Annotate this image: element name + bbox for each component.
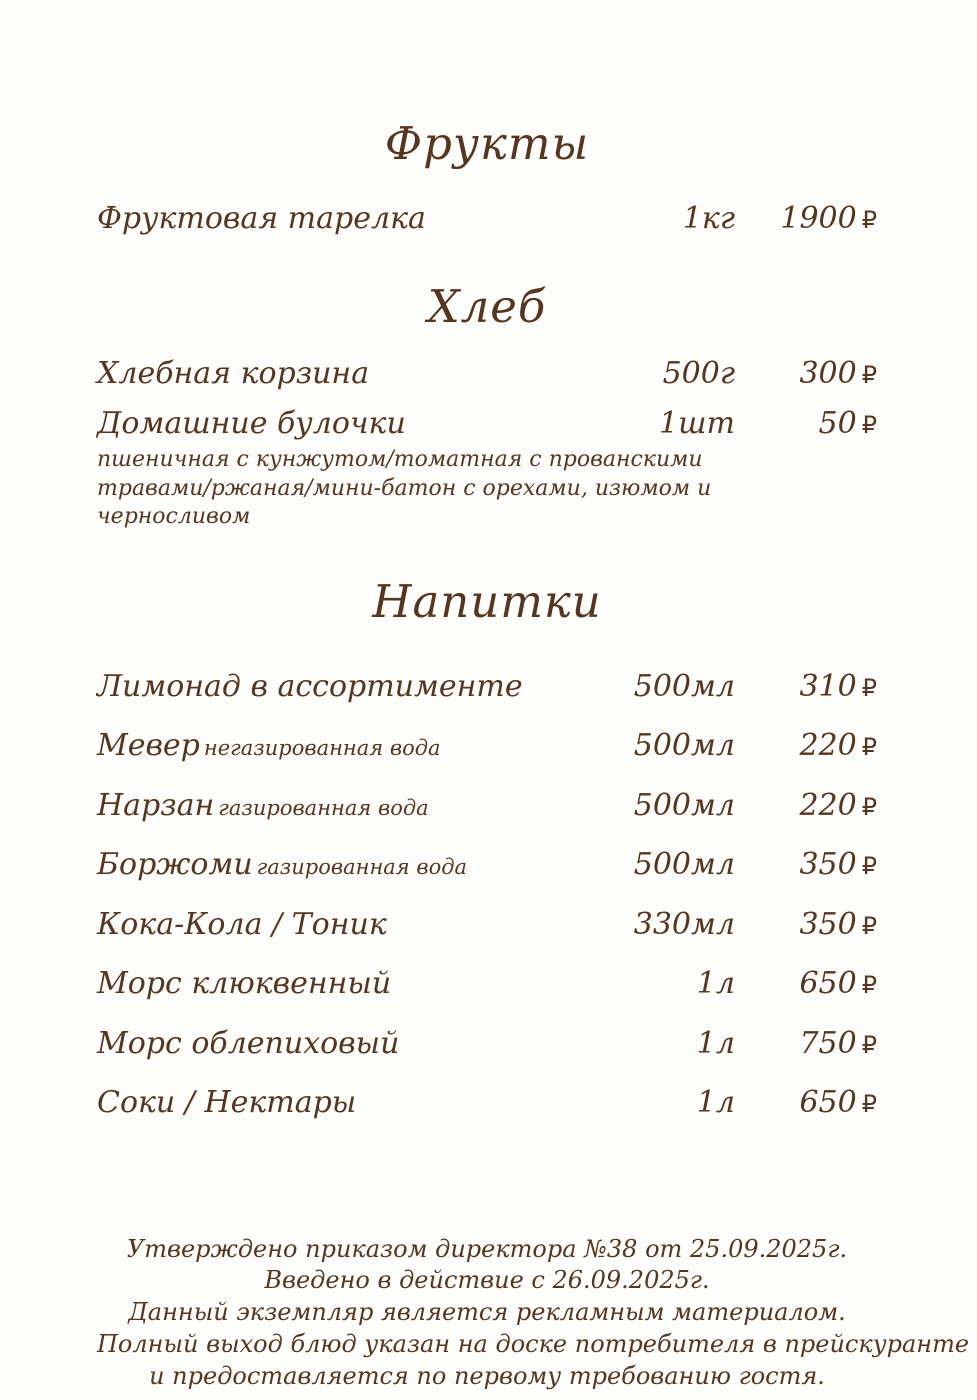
item-quantity: 1л	[696, 1085, 735, 1121]
section-title: Напитки	[372, 574, 602, 628]
menu-item-row	[97, 906, 877, 944]
ruble-sign: ₽	[861, 971, 877, 1000]
item-price-value: 300	[799, 356, 857, 391]
item-quantity: 500мл	[633, 847, 735, 883]
footer-line: Полный выход блюд указан на доске потребителя в прейскуранте	[97, 1330, 970, 1359]
menu-item	[97, 405, 877, 532]
menu-item-row	[97, 1025, 877, 1063]
ruble-sign: ₽	[861, 205, 877, 234]
item-price-value: 50	[818, 405, 857, 441]
ruble-sign: ₽	[861, 911, 877, 940]
item-price-value: 1900	[780, 200, 857, 236]
menu-sections	[97, 118, 877, 1122]
footer-line: Введено в действие с 26.09.2025г.	[264, 1266, 710, 1295]
menu-item-row	[97, 405, 877, 443]
item-price-value: 350	[799, 847, 857, 883]
item-name: Фруктовая тарелка	[97, 200, 426, 236]
ruble-sign: ₽	[861, 733, 877, 762]
menu-footer	[97, 1234, 970, 1394]
item-name: Лимонад в ассортименте	[97, 668, 523, 704]
ruble-sign: ₽	[861, 673, 877, 702]
item-price-value: 220	[799, 787, 857, 823]
item-price	[735, 355, 877, 393]
item-name: Мевер негазированная вода	[97, 728, 441, 764]
menu-item	[97, 727, 877, 765]
item-price	[735, 787, 877, 825]
item-quantity: 1шт	[659, 405, 735, 441]
item-subname: негазированная вода	[203, 736, 441, 761]
menu-item-row	[97, 965, 877, 1003]
item-name: Морс облепиховый	[97, 1025, 400, 1061]
item-name: Соки / Нектары	[97, 1085, 357, 1121]
item-price-value: 750	[799, 1025, 857, 1061]
menu-item	[97, 1025, 877, 1063]
menu-item-row	[97, 846, 877, 884]
menu-item	[97, 906, 877, 944]
ruble-sign: ₽	[861, 852, 877, 881]
item-price-value: 220	[799, 728, 857, 764]
section-title: Хлеб	[427, 280, 547, 334]
footer-line: Данный экземпляр является рекламным материалом.	[128, 1298, 846, 1327]
footer-line: и предоставляется по первому требованию гостя.	[149, 1362, 825, 1391]
item-price	[735, 906, 877, 944]
item-name: Нарзан газированная вода	[97, 787, 429, 823]
menu-item-row	[97, 200, 877, 238]
ruble-sign: ₽	[861, 410, 877, 439]
item-name: Кока-Кола / Тоник	[97, 906, 387, 942]
item-name: Морс клюквенный	[97, 966, 392, 1002]
item-price-value: 350	[799, 906, 857, 942]
item-price-value: 650	[799, 1085, 857, 1121]
menu-item-row	[97, 668, 877, 706]
menu-item	[97, 355, 877, 393]
item-quantity: 500мл	[633, 668, 735, 704]
item-name: Домашние булочки	[97, 405, 406, 441]
menu-item-row	[97, 787, 877, 825]
menu-section	[97, 576, 877, 1122]
item-quantity: 1л	[696, 1025, 735, 1061]
menu-section	[97, 281, 877, 532]
menu-item-row	[97, 355, 877, 393]
item-name: Хлебная корзина	[97, 356, 370, 391]
menu-item	[97, 668, 877, 706]
ruble-sign: ₽	[861, 361, 877, 389]
ruble-sign: ₽	[861, 792, 877, 821]
item-quantity: 500г	[662, 356, 735, 391]
item-price	[735, 668, 877, 706]
item-price	[735, 405, 877, 443]
item-price	[735, 727, 877, 765]
item-price-value: 650	[799, 966, 857, 1002]
menu-item-row	[97, 727, 877, 765]
item-price	[735, 846, 877, 884]
item-price	[735, 1084, 877, 1122]
item-quantity: 1кг	[682, 200, 735, 236]
item-quantity: 330мл	[633, 906, 735, 942]
menu-item	[97, 1084, 877, 1122]
item-price-value: 310	[799, 668, 857, 704]
item-name: Боржоми газированная вода	[97, 847, 468, 883]
footer-line: Утверждено приказом директора №38 от 25.09.2025г.	[126, 1234, 848, 1263]
menu-item	[97, 846, 877, 884]
item-description: пшеничная с кунжутом/томатная с прованскими травами/ржаная/мини-батон с орехами, изюмом и черносливом	[97, 447, 712, 530]
menu-item	[97, 787, 877, 825]
section-title: Фрукты	[384, 117, 590, 170]
menu-item-row	[97, 1084, 877, 1122]
menu-item	[97, 965, 877, 1003]
ruble-sign: ₽	[861, 1030, 877, 1059]
menu-section	[97, 118, 877, 237]
item-quantity: 1л	[696, 966, 735, 1002]
item-subname: газированная вода	[256, 855, 468, 880]
item-quantity: 500мл	[633, 728, 735, 764]
item-price	[735, 965, 877, 1003]
ruble-sign: ₽	[861, 1090, 877, 1119]
item-quantity: 500мл	[633, 787, 735, 823]
item-price	[735, 1025, 877, 1063]
menu-item	[97, 200, 877, 238]
item-price	[735, 200, 877, 238]
item-subname: газированная вода	[218, 795, 429, 820]
